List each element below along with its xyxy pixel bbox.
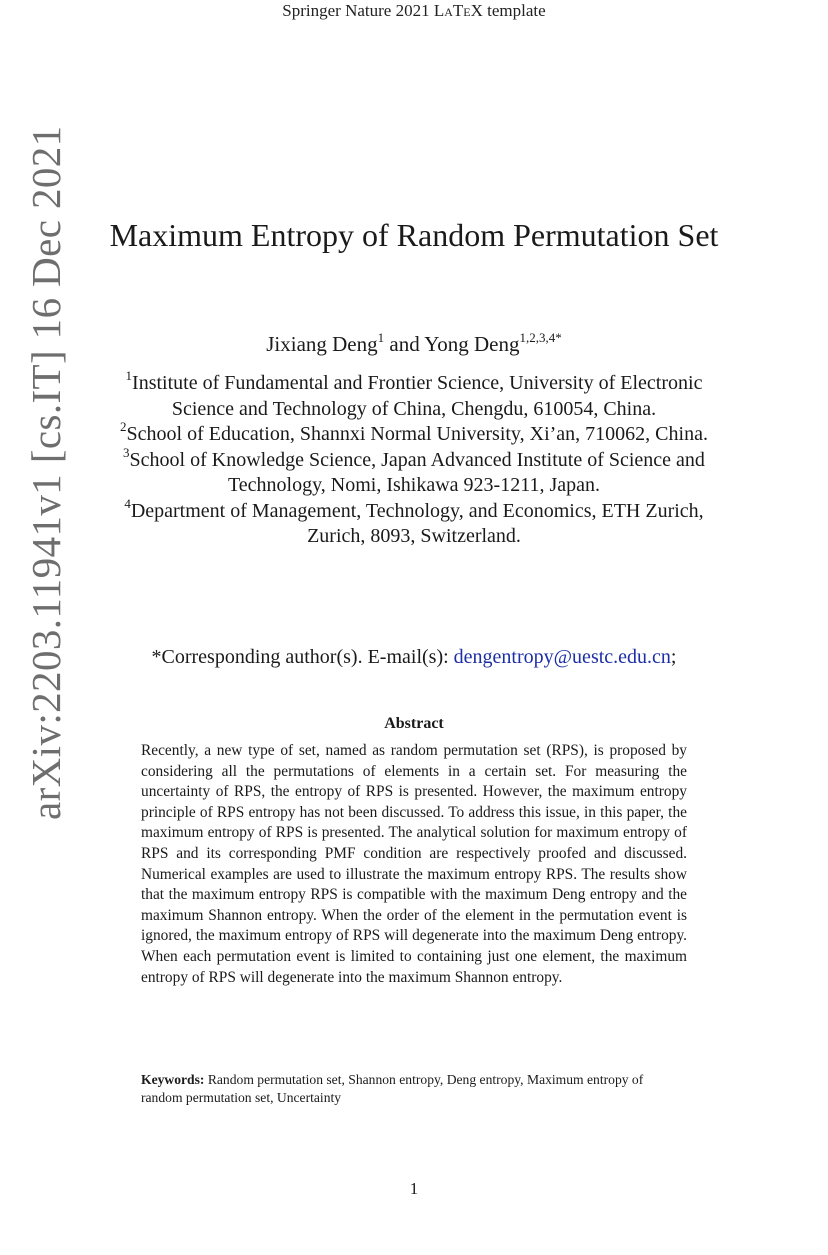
corresponding-label: *Corresponding author(s). E-mail(s): bbox=[151, 646, 454, 668]
abstract-heading: Abstract bbox=[384, 715, 444, 732]
affiliation-item bbox=[100, 368, 728, 422]
affiliation-mark: 1 bbox=[125, 368, 133, 383]
corresponding-author bbox=[0, 646, 828, 669]
running-head-suffix: template bbox=[482, 1, 546, 20]
author-joiner: and bbox=[384, 332, 425, 356]
paper-title: Maximum Entropy of Random Permutation Set bbox=[109, 217, 719, 253]
affiliation-text: School of Knowledge Science, Japan Advanced Institute of Science and Technology, Nomi, Ishikawa 923-1211, Japan. bbox=[129, 448, 705, 496]
email-link[interactable]: dengentropy@uestc.edu.cn bbox=[453, 646, 671, 668]
keywords bbox=[141, 1071, 687, 1107]
affiliation-item bbox=[100, 495, 728, 550]
affiliation-text: Department of Management, Technology, and Economics, ETH Zurich, Zurich, 8093, Switzerland. bbox=[130, 499, 704, 547]
corresponding-suffix: ; bbox=[670, 646, 677, 668]
page-number: 1 bbox=[409, 1179, 419, 1198]
author-name: Jixiang Deng bbox=[266, 332, 378, 356]
running-header bbox=[0, 1, 828, 21]
abstract-body: Recently, a new type of set, named as random permutation set (RPS), is proposed by considering all the permutations of elements in a certain set. For measuring the uncertainty of RPS, the entropy of RPS is presented. However, the maximum entropy principle of RPS entropy has not been discussed. To address this issue, in this paper, the maximum entropy of RPS is presented. The analytical solution for maximum entropy of RPS and its corresponding PMF condition are respectively proofed and discussed. Numerical examples are used to illustrate the maximum entropy RPS. The results show that the maximum entropy RPS is compatible with the maximum Deng entropy and the maximum Shannon entropy. When the order of the element in the permutation event is ignored, the maximum entropy of RPS will degenerate into the maximum Deng entropy. When each permutation event is limited to containing just one element, the maximum entropy of RPS will degenerate into the maximum Shannon entropy. bbox=[141, 742, 687, 986]
author-affiliation-mark: 1,2,3,4* bbox=[519, 330, 562, 345]
keywords-text: Random permutation set, Shannon entropy, Deng entropy, Maximum entropy of random permutation set, Uncertainty bbox=[141, 1072, 644, 1105]
affiliation-item bbox=[100, 444, 728, 499]
affiliation-text: School of Education, Shannxi Normal University, Xi’an, 710062, China. bbox=[126, 423, 708, 445]
author-name: Yong Deng bbox=[424, 332, 520, 356]
affiliation-list bbox=[100, 368, 728, 550]
affiliation-mark: 3 bbox=[123, 444, 130, 460]
author-affiliation-mark: 1 bbox=[377, 330, 385, 345]
latex-logo: LaTeX bbox=[433, 1, 483, 20]
author-list bbox=[0, 332, 828, 357]
affiliation-mark: 4 bbox=[124, 495, 131, 511]
arxiv-identifier-stamp: arXiv:2203.11941v1 [cs.IT] 16 Dec 2021 bbox=[23, 125, 69, 820]
affiliation-mark: 2 bbox=[120, 419, 127, 434]
affiliation-item bbox=[100, 419, 728, 448]
running-head-text: Springer Nature 2021 bbox=[282, 1, 434, 20]
affiliation-text: Institute of Fundamental and Frontier Science, University of Electronic Science and Technology of China, Chengdu, 610054, China. bbox=[132, 372, 703, 420]
keywords-label: Keywords: bbox=[141, 1072, 205, 1087]
